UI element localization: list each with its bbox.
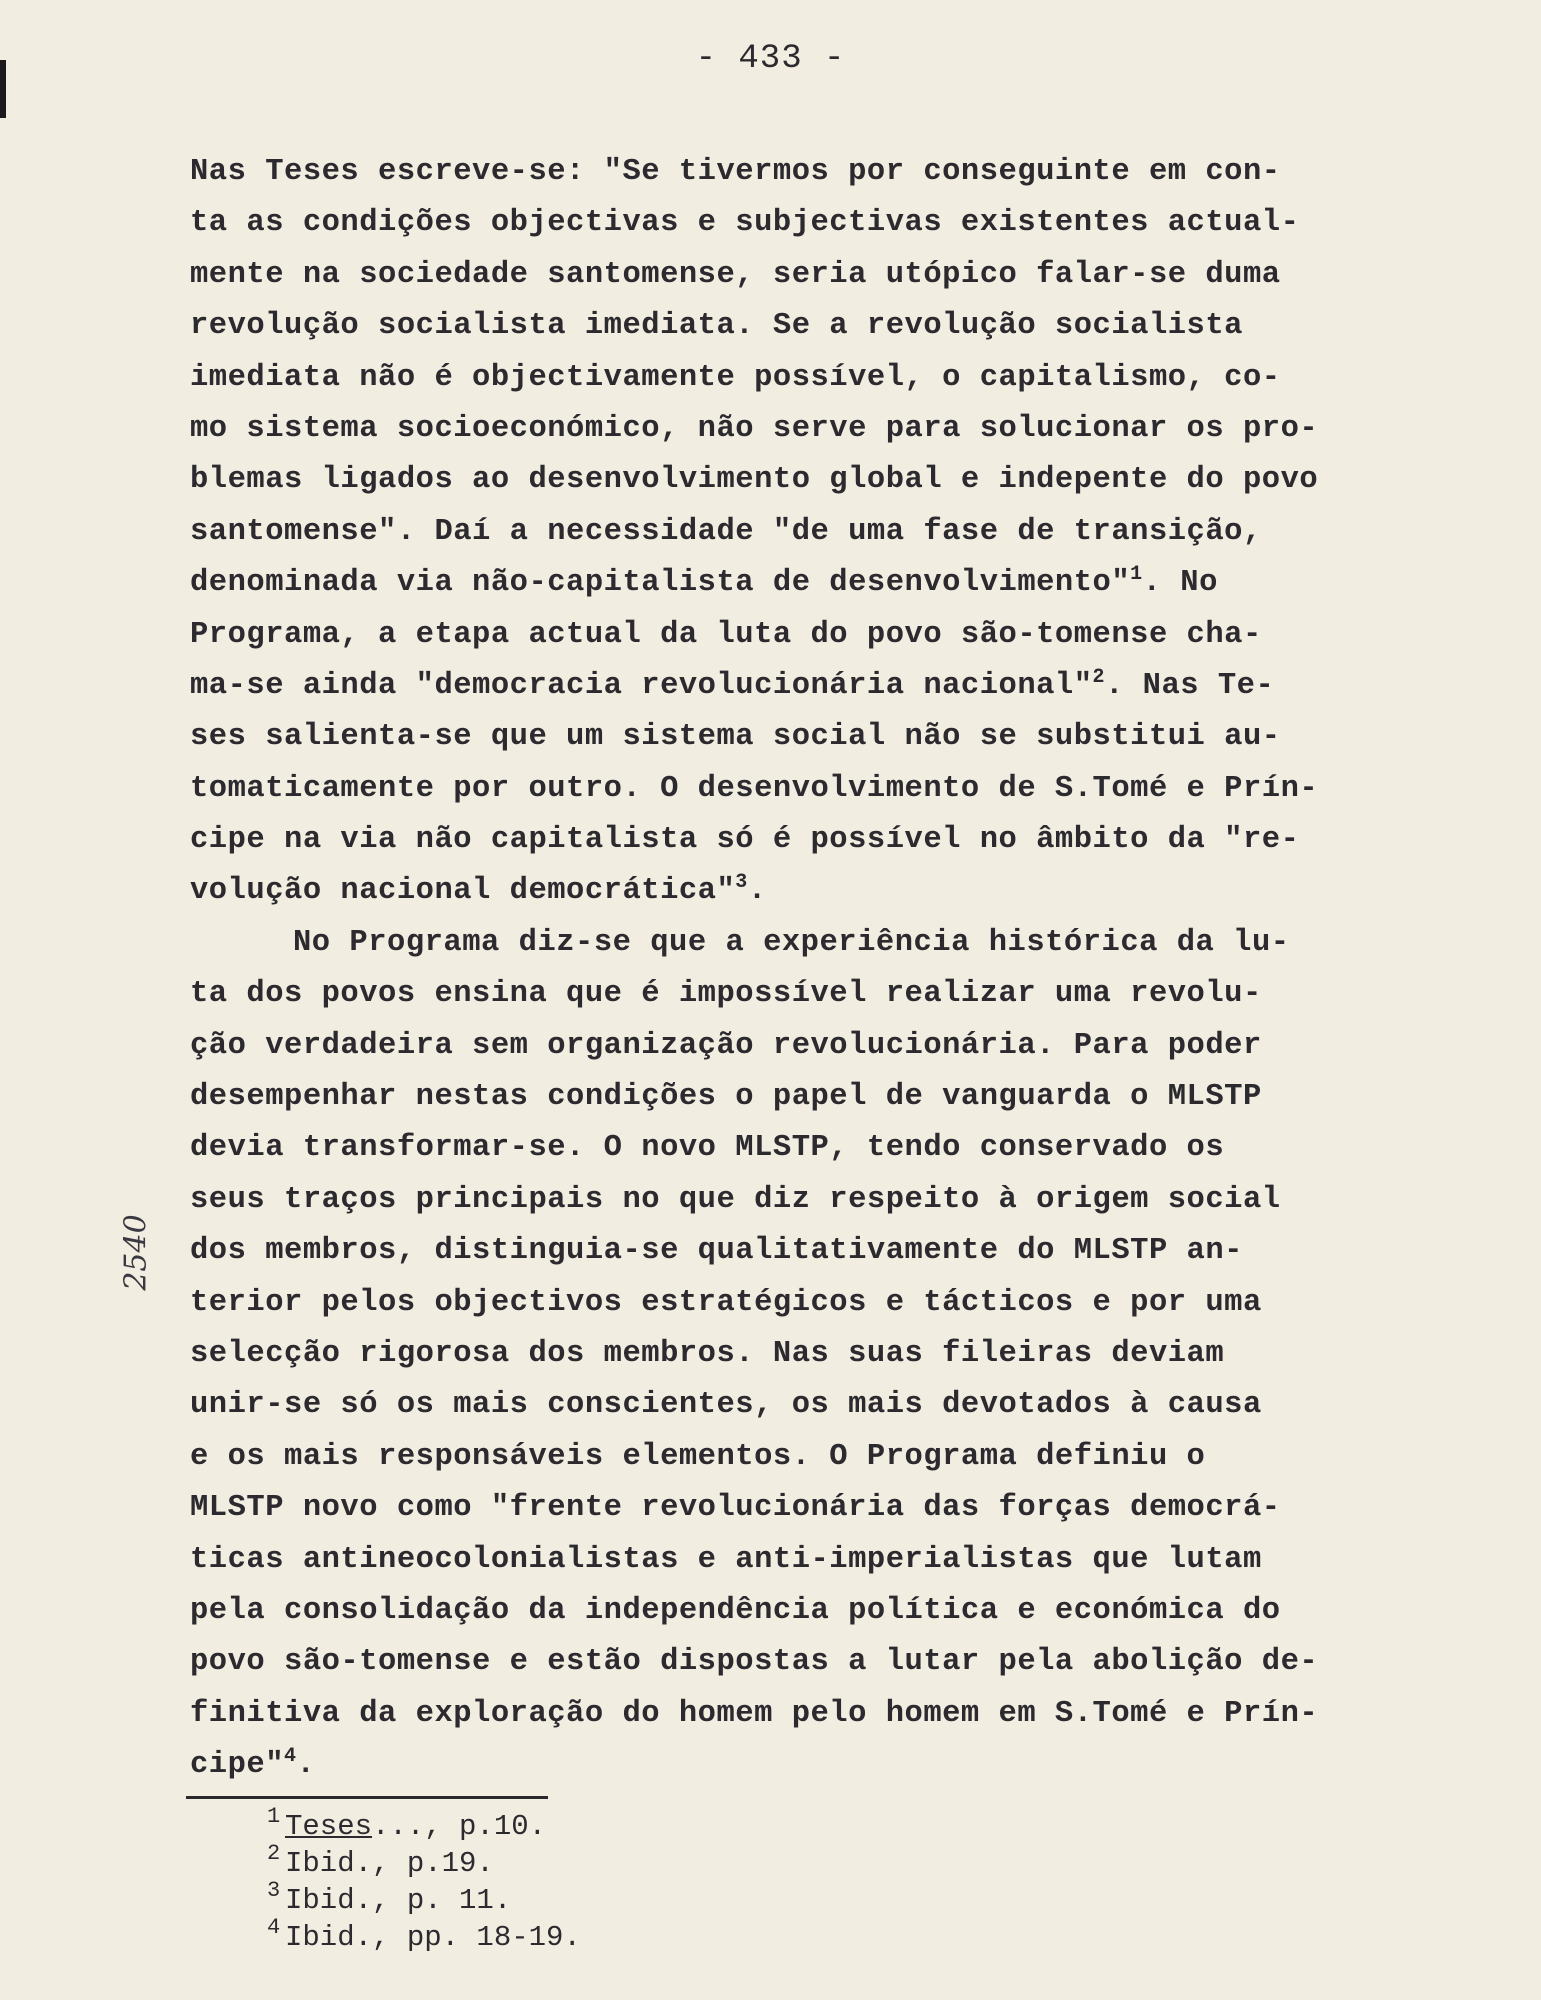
text-line: selecção rigorosa dos membros. Nas suas fileiras deviam [190, 1336, 1225, 1371]
footnote-text: Ibid., pp. 18-19. [285, 1921, 581, 1954]
footnote-number: 2 [267, 1841, 281, 1866]
footnote-number: 4 [267, 1915, 281, 1940]
text-segment: . Nas Te- [1105, 668, 1275, 703]
text-segment: cipe" [190, 1748, 285, 1783]
text-line: MLSTP novo como "frente revolucionária das forças democrá- [190, 1491, 1281, 1526]
footnote-2 [267, 1841, 581, 1882]
text-segment: . [747, 874, 767, 909]
text-line: Programa, a etapa actual da luta do povo são-tomense cha- [190, 617, 1262, 652]
text-line: santomense". Daí a necessidade "de uma fase de transição, [190, 514, 1262, 549]
footnote-4 [267, 1915, 581, 1956]
footnote-ref-4: 4 [284, 1745, 297, 1769]
text-line: seus traços principais no que diz respeito à origem social [190, 1182, 1281, 1217]
text-line: e os mais responsáveis elementos. O Programa definiu o [190, 1439, 1206, 1474]
text-line [190, 558, 1450, 609]
text-line: dos membros, distinguia-se qualitativamente do MLSTP an- [190, 1234, 1243, 1269]
text-segment: denominada via não-capitalista de desenvolvimento" [190, 566, 1131, 601]
text-line: mente na sociedade santomense, seria utópico falar-se duma [190, 257, 1281, 292]
text-line: cipe na via não capitalista só é possível no âmbito da "re- [190, 823, 1300, 858]
footnote-3 [267, 1878, 581, 1919]
text-line: ticas antineocolonialistas e anti-imperialistas que lutam [190, 1542, 1262, 1577]
text-line [190, 866, 1450, 917]
text-line: blemas ligados ao desenvolvimento global e indepente do povo [190, 463, 1319, 498]
footnote-divider [186, 1796, 548, 1799]
text-line: ção verdadeira sem organização revolucionária. Para poder [190, 1028, 1262, 1063]
footnote-ref-2: 2 [1092, 665, 1106, 689]
text-line: imediata não é objectivamente possível, o capitalismo, co- [190, 360, 1281, 395]
footnote-number: 3 [267, 1878, 281, 1903]
page-number: - 433 - [695, 40, 846, 78]
footnote-text: ..., p.10. [372, 1810, 547, 1843]
text-line: ta as condições objectivas e subjectivas existentes actual- [190, 206, 1300, 241]
margin-annotation: 2540 [118, 1214, 154, 1291]
text-line: revolução socialista imediata. Se a revolução socialista [190, 309, 1243, 344]
text-line: devia transformar-se. O novo MLSTP, tendo conservado os [190, 1131, 1225, 1166]
text-line: ses salienta-se que um sistema social não se substitui au- [190, 720, 1281, 755]
text-line: No Programa diz-se que a experiência histórica da lu- [293, 925, 1290, 960]
text-segment: . No [1142, 566, 1218, 601]
text-line [190, 661, 1450, 712]
text-segment: volução nacional democrática" [190, 874, 736, 909]
footnote-number: 1 [267, 1804, 281, 1829]
text-line: ta dos povos ensina que é impossível realizar uma revolu- [190, 977, 1262, 1012]
body-text [190, 147, 1450, 1792]
text-line: povo são-tomense e estão dispostas a lutar pela abolição de- [190, 1645, 1319, 1680]
footnotes [267, 1804, 581, 1956]
text-segment: . [296, 1748, 316, 1783]
text-line: unir-se só os mais conscientes, os mais devotados à causa [190, 1388, 1262, 1423]
footnote-title: Teses [285, 1810, 373, 1843]
text-line [190, 1740, 1450, 1791]
text-line: finitiva da exploração do homem pelo homem em S.Tomé e Prín- [190, 1696, 1319, 1731]
footnote-ref-3: 3 [735, 871, 748, 895]
text-line: tomaticamente por outro. O desenvolvimento de S.Tomé e Prín- [190, 771, 1319, 806]
text-line: desempenhar nestas condições o papel de vanguarda o MLSTP [190, 1080, 1262, 1115]
text-line: terior pelos objectivos estratégicos e tácticos e por uma [190, 1285, 1262, 1320]
text-line: Nas Teses escreve-se: "Se tivermos por conseguinte em con- [190, 155, 1281, 189]
footnote-text: Ibid., p.19. [285, 1847, 494, 1880]
text-line: pela consolidação da independência política e económica do [190, 1593, 1281, 1628]
text-line: mo sistema socioeconómico, não serve para solucionar os pro- [190, 411, 1319, 446]
text-segment: ma-se ainda "democracia revolucionária nacional" [190, 668, 1093, 703]
footnote-text: Ibid., p. 11. [285, 1884, 512, 1917]
footnote-1 [267, 1804, 581, 1845]
footnote-ref-1: 1 [1130, 563, 1143, 587]
